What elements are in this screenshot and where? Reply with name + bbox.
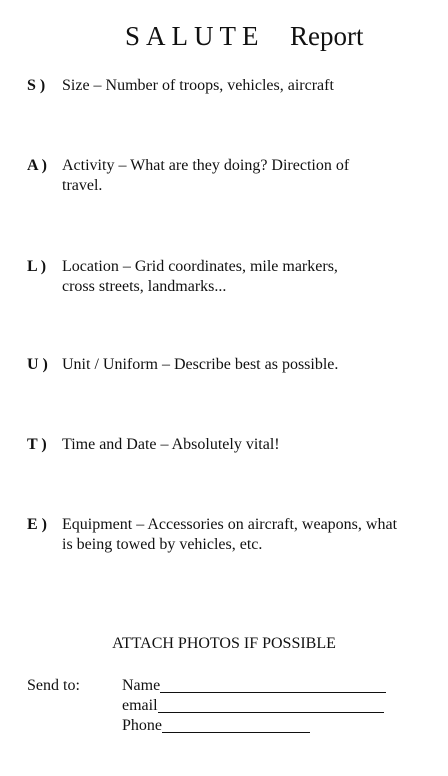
phone-field-label: Phone: [122, 717, 162, 734]
name-field-label: Name: [122, 677, 161, 694]
item-letter: L ): [27, 258, 47, 275]
item-description: Location – Grid coordinates, mile markers, cross streets, landmarks...: [62, 258, 338, 295]
item-description: Activity – What are they doing? Direction of travel.: [62, 157, 350, 194]
phone-field[interactable]: [122, 716, 310, 736]
item-description: Size – Number of troops, vehicles, aircraft: [62, 77, 334, 94]
name-blank-line[interactable]: [160, 676, 386, 693]
item-description: Time and Date – Absolutely vital!: [62, 436, 280, 453]
item-letter: S ): [27, 77, 46, 94]
email-field-label: email: [122, 697, 158, 714]
item-letter: E ): [27, 516, 47, 533]
item-letter: U ): [27, 356, 48, 373]
item-size: [27, 76, 427, 96]
item-description: Equipment – Accessories on aircraft, weapons, what is being towed by vehicles, etc.: [62, 516, 398, 553]
item-letter: T ): [27, 436, 47, 453]
item-time: [27, 435, 427, 455]
title-report-word: Report: [290, 21, 364, 51]
item-equipment: [27, 515, 427, 555]
phone-blank-line[interactable]: [162, 716, 310, 733]
report-title: [0, 20, 448, 52]
item-location: [27, 257, 427, 297]
name-field[interactable]: [122, 676, 386, 696]
attach-photos-note: ATTACH PHOTOS IF POSSIBLE: [112, 635, 336, 652]
title-acronym: SALUTE: [125, 21, 265, 51]
send-to-label: Send to:: [27, 677, 80, 694]
item-letter: A ): [27, 157, 47, 174]
email-blank-line[interactable]: [158, 696, 384, 713]
item-activity: [27, 156, 427, 196]
email-field[interactable]: [122, 696, 384, 716]
item-unit: [27, 355, 427, 375]
item-description: Unit / Uniform – Describe best as possible.: [62, 356, 339, 373]
